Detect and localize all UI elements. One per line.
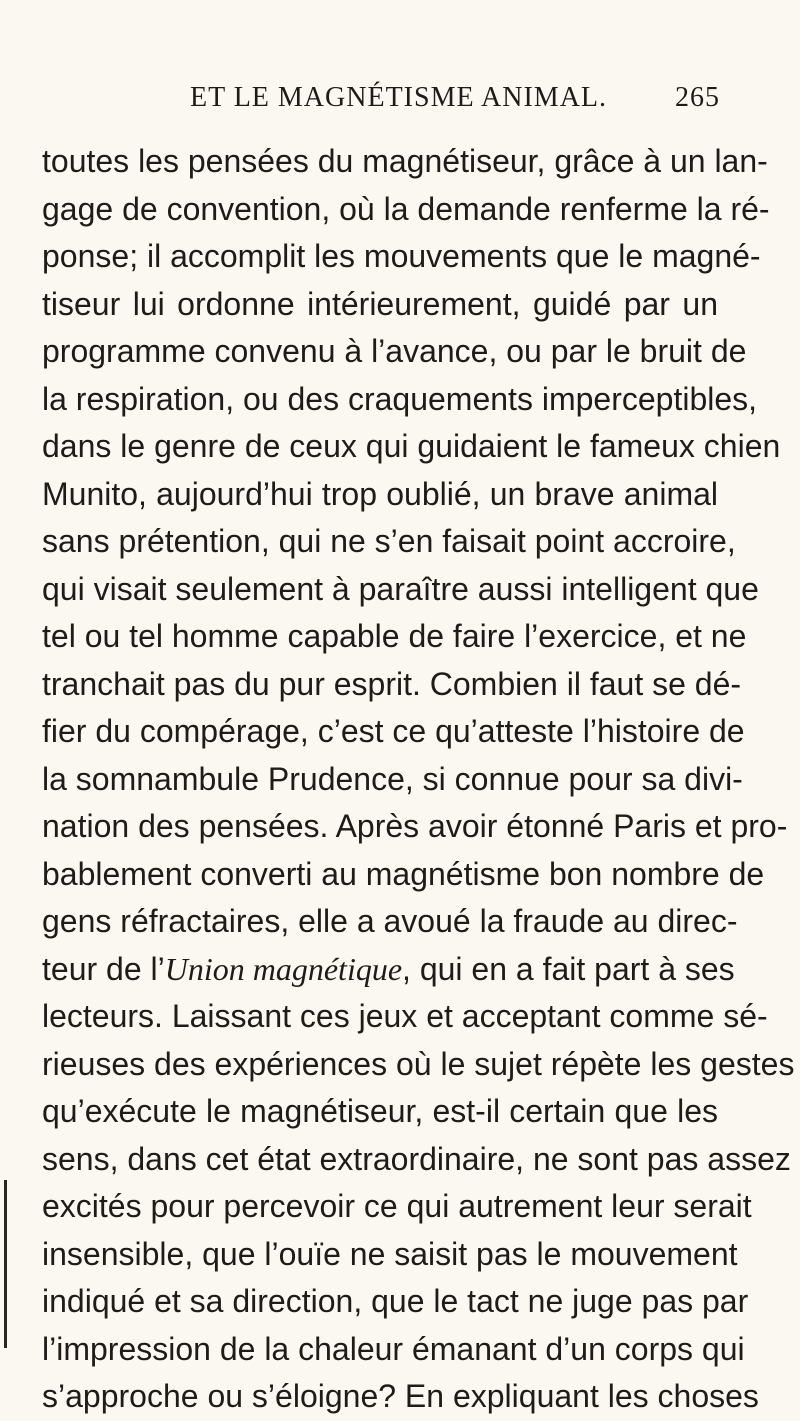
text-line: la respiration, ou des craquements imperceptibles, xyxy=(42,380,758,417)
text-line: dans le genre de ceux qui guidaient le fameux chien xyxy=(42,428,781,464)
text-line: l’impression de la chaleur émanant d’un corps qui xyxy=(42,1330,745,1367)
text-line: Munito, aujourd’hui trop oublié, un brave animal xyxy=(42,475,718,512)
text-line: sans prétention, qui ne s’en faisait point accroire, xyxy=(42,523,736,559)
text-fragment: , qui en a fait part à ses xyxy=(402,950,735,987)
body-text xyxy=(42,138,795,1421)
text-line: nation des pensées. Après avoir étonné Paris et pro- xyxy=(42,808,788,844)
text-line: bablement converti au magnétisme bon nombre de xyxy=(42,855,765,892)
text-line: lecteurs. Laissant ces jeux et acceptant comme sé- xyxy=(42,998,768,1034)
page-number: 265 xyxy=(675,82,720,113)
text-line: programme convenu à l’avance, ou par le bruit de xyxy=(42,333,747,369)
text-line: fier du compérage, c’est ce qu’atteste l’histoire de xyxy=(42,713,745,749)
text-line: rieuses des expériences où le sujet répète les gestes xyxy=(42,1045,795,1082)
text-line: tiseur lui ordonne intérieurement, guidé par un xyxy=(42,285,718,322)
text-line: tel ou tel homme capable de faire l’exercice, et ne xyxy=(42,618,747,654)
text-line: sens, dans cet état extraordinaire, ne sont pas assez xyxy=(42,1140,791,1177)
running-title: ET LE MAGNÉTISME ANIMAL. xyxy=(190,82,608,113)
text-line: indiqué et sa direction, que le tact ne juge pas par xyxy=(42,1283,749,1319)
text-line: ponse; il accomplit les mouvements que le magné- xyxy=(42,238,761,274)
text-fragment: teur de l’ xyxy=(42,950,165,987)
text-line: tranchait pas du pur esprit. Combien il faut se dé- xyxy=(42,665,742,702)
journal-title-italic: Union magnétique xyxy=(164,950,403,987)
text-line: gage de convention, où la demande renferme la ré- xyxy=(42,190,770,227)
text-line: qui visait seulement à paraître aussi intelligent que xyxy=(42,570,759,607)
text-line: excités pour percevoir ce qui autrement leur serait xyxy=(42,1188,752,1224)
text-line: gens réfractaires, elle a avoué la fraude au direc- xyxy=(42,903,738,939)
text-line: la somnambule Prudence, si connue pour sa divi- xyxy=(42,760,743,797)
running-head xyxy=(190,82,720,122)
text-line: insensible, que l’ouïe ne saisit pas le mouvement xyxy=(42,1235,738,1272)
text-line-with-italic xyxy=(42,946,735,994)
text-line: qu’exécute le magnétiseur, est-il certain que les xyxy=(42,1093,718,1129)
text-line: s’approche ou s’éloigne? En expliquant les choses xyxy=(42,1378,759,1414)
page-edge-line xyxy=(4,1180,7,1348)
text-line: toutes les pensées du magnétiseur, grâce à un lan- xyxy=(42,143,768,179)
